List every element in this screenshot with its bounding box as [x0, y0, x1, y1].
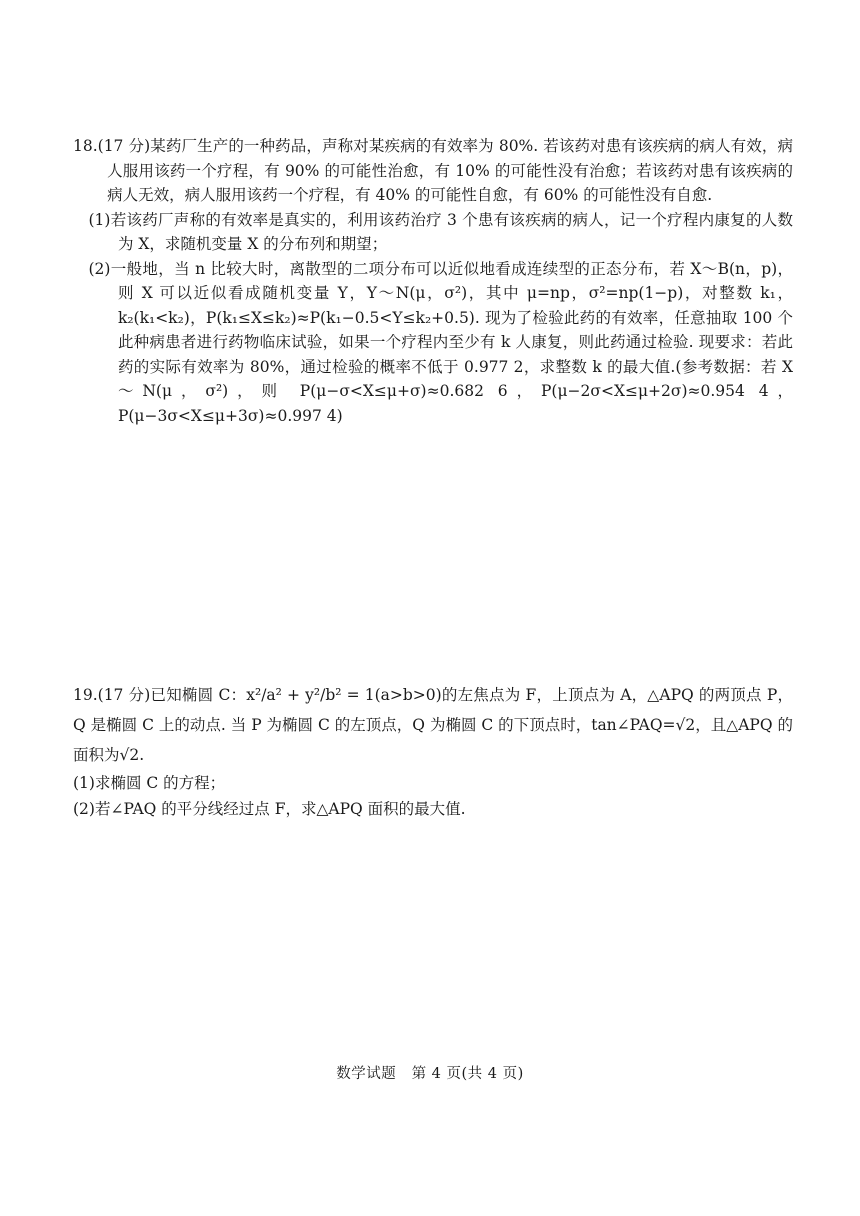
problem-19-stem: 19.(17 分)已知椭圆 C：x²/a² + y²/b² = 1(a>b>0)的左焦点为 F，上顶点为 A，△APQ 的两顶点 P，Q 是椭圆 C 上的动点. 当 P 为椭圆 C 的左顶点，Q 为椭圆 C 的下顶点时，tan∠PAQ=√2，且△APQ 的面积为√2. [73, 686, 793, 764]
problem-18-part-1: (1)若该药厂声称的有效率是真实的，利用该药治疗 3 个患有该疾病的病人，记一个疗程内康复的人数为 X，求随机变量 X 的分布列和期望； [88, 210, 793, 253]
problem-18-part-2: (2)一般地，当 n 比较大时，离散型的二项分布可以近似地看成连续型的正态分布，若 X～B(n，p)，则 X 可以近似看成随机变量 Y，Y～N(μ，σ²)，其中 μ=np，σ²=np(1−p)，对整数 k₁，k₂(k₁<k₂)，P(k₁≤X≤k₂)≈P(k₁−0.5<Y≤k₂+0.5). 现为了检验此药的有效率，任意抽取 100 个此种病患者进行药物临床试验，如果一个疗程内至少有 k 人康复，则此药通过检验. 现要求：若此药的实际有效率为 80%，通过检验的概率不低于 0.977 2，求整数 k 的最大值.(参考数据：若 X～N(μ，σ²)，则 P(μ−σ<X≤μ+σ)≈0.682 6，P(μ−2σ<X≤μ+2σ)≈0.954 4，P(μ−3σ<X≤μ+3σ)≈0.997 4) [88, 259, 793, 425]
footer-subject: 数学试题 [336, 1066, 397, 1082]
page-footer [0, 1062, 860, 1083]
problem-19-part-2: (2)若∠PAQ 的平分线经过点 F，求△APQ 面积的最大值. [73, 800, 466, 818]
problem-19 [73, 680, 793, 822]
problem-19-part-1: (1)求椭圆 C 的方程； [73, 774, 226, 792]
problem-18-stem: 18.(17 分)某药厂生产的一种药品，声称对某疾病的有效率为 80%. 若该药对患有该疾病的病人有效，病人服用该药一个疗程，有 90% 的可能性治愈，有 10% 的可能性没有治愈；若该药对患有该疾病的病人无效，病人服用该药一个疗程，有 40% 的可能性自愈，有 60% 的可能性没有自愈. [73, 137, 793, 204]
footer-page-info: 第 4 页(共 4 页) [411, 1066, 524, 1082]
problem-18 [73, 134, 793, 428]
